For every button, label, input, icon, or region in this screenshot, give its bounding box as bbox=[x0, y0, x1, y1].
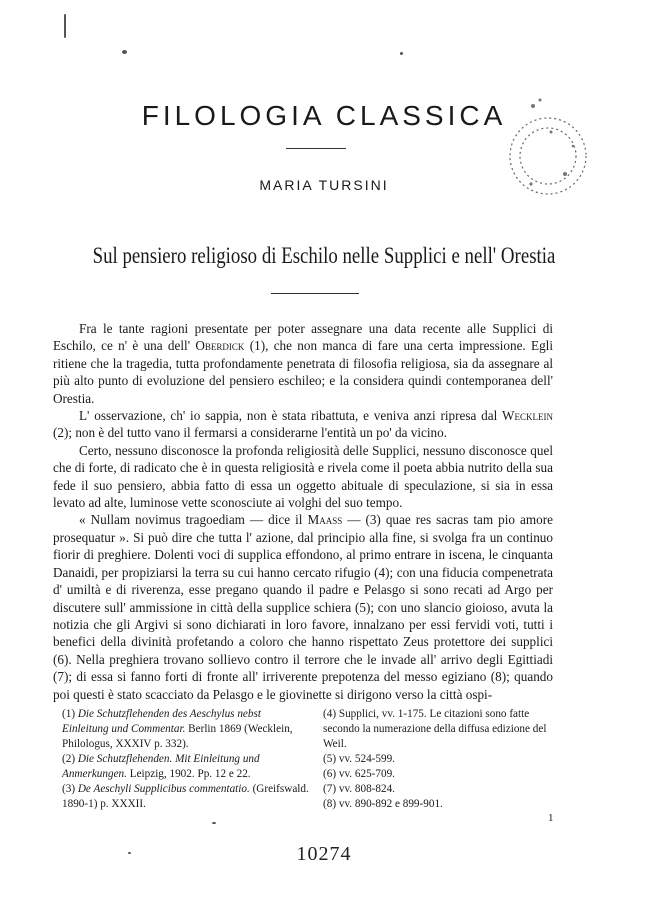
footnote bbox=[62, 707, 310, 752]
article-title: Sul pensiero religioso di Eschilo nelle Supplici e nell' Orestia bbox=[92, 243, 556, 268]
inventory-stamp: 10274 bbox=[296, 843, 352, 865]
cited-author: Wecklein bbox=[502, 408, 553, 424]
footnote bbox=[62, 752, 310, 782]
paragraph bbox=[53, 407, 553, 442]
paragraph-text: Certo, nessuno disconosce la profonda religiosità delle Supplici, nessuno disconosce quel che di forte, di radicato che è in questa religiosità e rivela come il poeta abbia nutrito della sua fede il suo pensiero, abbia fatto di essa un oggetto abituale di speculazione, si sia in essa levato ad alte, luminose vette sconosciute ai volghi del suo tempo. bbox=[53, 442, 553, 511]
paragraph bbox=[53, 442, 553, 512]
title-rule bbox=[286, 148, 346, 149]
footnote-text: Supplici, vv. 1-175. Le citazioni sono fatte secondo la numerazione della diffusa edizione del Weil. bbox=[323, 708, 547, 750]
paragraph-text: (1), che non manca di fare una certa impressione. Egli ritiene che la tragedia, tutta profondamente penetrata di filosofia religiosa, sia da assegnare al più alto punto di evoluzione del pensiero eschileo; e la considera quindi contemporanea dell' Orestia. bbox=[53, 338, 554, 406]
footnote-number: (3) bbox=[62, 783, 76, 795]
footnote-title: Die Schutzflehenden des Aeschylus nebst Einleitung und Commentar. bbox=[62, 708, 261, 735]
footnote-title: De Aeschyli Supplicibus commentatio. bbox=[77, 783, 250, 795]
footnote-text: Leipzig, 1902. Pp. 12 e 22. bbox=[126, 768, 251, 780]
paragraph-text: « Nullam novimus tragoediam — dice il bbox=[79, 512, 308, 528]
author-name: MARIA TURSINI bbox=[259, 177, 389, 193]
cited-author: Oberdick bbox=[195, 338, 245, 354]
footnote bbox=[323, 752, 558, 767]
footnotes-left bbox=[62, 707, 310, 812]
footnote-number: (8) bbox=[323, 798, 337, 810]
ink-speck bbox=[64, 14, 66, 38]
ink-speck bbox=[212, 822, 216, 824]
footnote bbox=[323, 707, 558, 752]
article-title-rule bbox=[271, 293, 359, 294]
footnote-number: (1) bbox=[62, 708, 76, 720]
ink-speck bbox=[122, 50, 127, 54]
footnote-number: (5) bbox=[323, 753, 337, 765]
footnote-text: vv. 890-892 e 899-901. bbox=[338, 798, 443, 810]
paragraph-text: Fra le tante ragioni presentate per poter assegnare una data recente alle Supplici di Eschilo, ce n' è una dell' bbox=[53, 321, 553, 354]
page-number: 1 bbox=[548, 812, 554, 824]
footnote bbox=[323, 782, 558, 797]
footnote-number: (2) bbox=[62, 753, 76, 765]
section-title: FILOLOGIA CLASSICA bbox=[141, 100, 507, 131]
footnote-text: vv. 524-599. bbox=[338, 753, 395, 765]
article-body bbox=[53, 320, 553, 703]
footnote-text: (Greifswald. 1890-1) p. XXXII. bbox=[62, 783, 309, 810]
paragraph-text: L' osservazione, ch' io sappia, non è stata ribattuta, e veniva anzi ripresa dal bbox=[79, 408, 503, 424]
paragraph bbox=[53, 511, 553, 702]
footnote-text: Berlin 1869 (Wecklein, Philologus, XXXIV p. 332). bbox=[62, 723, 293, 750]
cited-author: Maass bbox=[307, 512, 343, 528]
paragraph bbox=[53, 320, 553, 407]
footnote bbox=[323, 767, 558, 782]
footnote-text: vv. 808-824. bbox=[338, 783, 395, 795]
footnote-number: (7) bbox=[323, 783, 337, 795]
ink-speck bbox=[400, 52, 403, 55]
footnote-title: Die Schutzflehenden. Mit Einleitung und Anmerkungen. bbox=[62, 753, 260, 780]
paragraph-text: — (3) quae res sacras tam pio amore prosequatur ». Si può dire che tutta l' azione, dal principio alla fine, si svolga fra un continuo fiorir di preghiere. Dolenti voci di supplica effondono, al primo entrare in iscena, le cinquanta Danaidi, per propiziarsi la terra su cui hanno cercato rifugio (4); con una fiducia compenetrata d' umiltà e di riverenza, esse pregano quando il padre e Pelasgo si sono recati ad Argo per discutere sull' ammissione in città della supplice schiera (5); con uno slancio gioioso, avuta la notizia che gli Argivi si sono dichiarati in loro favore, innalzano per essi fervidi voti, tutti i benefici della divinità profetando a coloro che hanno rispettato Zeus protettore dei supplici (6). Nella preghiera trovano sollievo contro il terrore che le invade all' arrivo degli Egittiadi (7); di essa si fanno forti di fronte all' irriverente prepotenza del messo egiziano (8); quando poi questi è stato scacciato da Pelasgo e le giovinette si dirigono verso la città ospi- bbox=[53, 512, 553, 702]
footnote-text: vv. 625-709. bbox=[338, 768, 395, 780]
footnote-number: (6) bbox=[323, 768, 337, 780]
paragraph-text: (2); non è del tutto vano il fermarsi a considerarne l'entità un po' da vicino. bbox=[53, 425, 448, 441]
footnotes-right bbox=[323, 707, 558, 812]
footnote bbox=[323, 797, 558, 812]
footnote-number: (4) bbox=[323, 708, 337, 720]
footnote bbox=[62, 782, 310, 812]
